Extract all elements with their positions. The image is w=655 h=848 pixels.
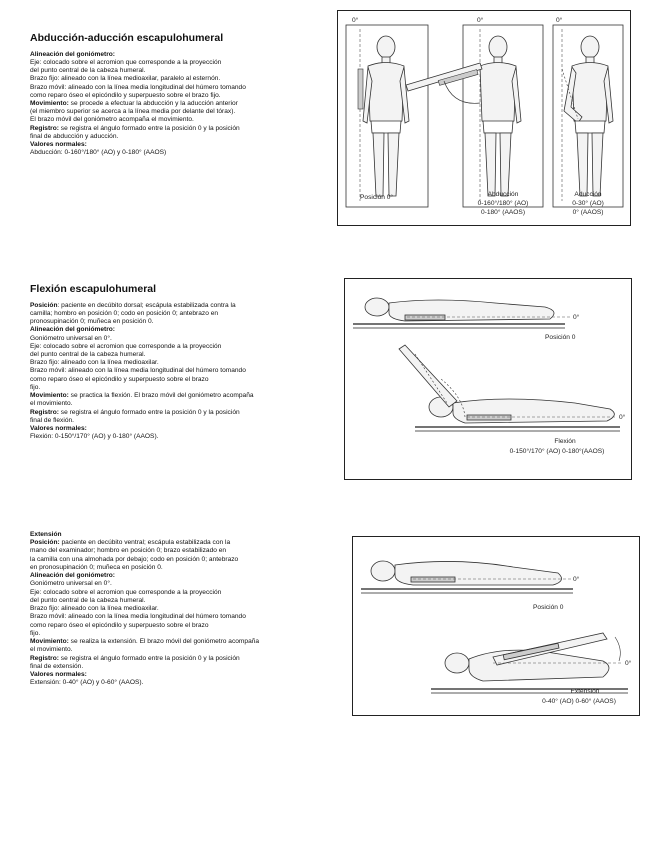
text-line <box>30 409 330 417</box>
text-line-label: Movimiento: <box>30 638 69 646</box>
text-line <box>30 556 330 564</box>
prone-figure-icon <box>361 561 573 593</box>
text-line-content: Goniómetro universal en 0°. <box>30 580 112 588</box>
text-line <box>30 564 330 572</box>
text-line-label: Valores normales: <box>30 425 87 433</box>
text-line-content: Brazo móvil: alineado con la línea media longitudinal del húmero tomando <box>30 613 246 621</box>
text-line <box>30 108 330 116</box>
text-line-content: Brazo fijo: alineado con la línea medioaxilar, paralelo al esternón. <box>30 75 221 83</box>
text-line <box>30 133 330 141</box>
caption-position-0: Posición 0 <box>533 604 564 611</box>
zero-label-bottom: 0° <box>619 414 626 421</box>
text-line-content: Brazo móvil: alineado con la línea media longitudinal del húmero tomando <box>30 367 246 375</box>
text-line-content: final de abducción y aducción. <box>30 132 119 140</box>
zero-label-2: 0° <box>477 17 484 24</box>
text-line <box>30 92 330 100</box>
text-line <box>30 384 330 392</box>
text-line <box>30 67 330 75</box>
text-line-content: la camilla con una almohada por debajo; codo en posición 0; antebrazo <box>30 555 239 563</box>
text-line <box>30 335 330 343</box>
text-line <box>30 655 330 663</box>
caption-position-0: Posición 0° <box>360 194 394 201</box>
text-line <box>30 318 330 326</box>
text-line <box>30 116 330 124</box>
text-line-content: fijo. <box>30 383 41 391</box>
text-line-label: Movimiento: <box>30 392 69 400</box>
text-line <box>30 51 330 59</box>
text-line-content: del punto central de la cabeza humeral. <box>30 596 146 604</box>
text-line <box>30 84 330 92</box>
text-line <box>30 613 330 621</box>
text-line <box>30 359 330 367</box>
section-title: Flexión escapulohumeral <box>30 283 157 295</box>
text-line <box>30 679 330 687</box>
text-line <box>30 351 330 359</box>
text-line <box>30 343 330 351</box>
text-line <box>30 125 330 133</box>
caption-flexion: Flexión <box>554 438 576 445</box>
text-line <box>30 100 330 108</box>
text-line-content: Eje: colocado sobre el acromion que corresponde a la proyección <box>30 342 222 350</box>
text-line-label: Valores normales: <box>30 141 87 149</box>
text-line-content: como reparo óseo el epicóndilo y superpuesto sobre el brazo <box>30 375 209 383</box>
text-line-content: se registra el ángulo formado entre la posición 0 y la posición <box>58 408 240 416</box>
text-line <box>30 376 330 384</box>
text-line <box>30 302 330 310</box>
flexion-figure-icon <box>399 345 620 431</box>
text-line <box>30 622 330 630</box>
text-line-label: Posición <box>30 301 58 309</box>
text-line <box>30 663 330 671</box>
text-line-label: Registro: <box>30 124 59 132</box>
text-line-content: final de flexión. <box>30 416 74 424</box>
text-line-content: Brazo fijo: alineado con la línea medioaxilar. <box>30 359 159 367</box>
text-line <box>30 638 330 646</box>
text-line-label: Alineación del goniómetro: <box>30 572 115 580</box>
text-line-label: Alineación del goniómetro: <box>30 326 115 334</box>
caption-flexion-values: 0-150°/170° (AO) 0-180°(AAOS) <box>509 448 605 455</box>
text-line-content: se realiza la extensión. El brazo móvil del goniómetro acompaña <box>68 638 260 646</box>
caption-extension-values: 0-40° (AO) 0-60° (AAOS) <box>542 698 616 705</box>
figure-abduction <box>337 10 631 226</box>
zero-label-bottom: 0° <box>625 660 632 667</box>
text-line-label: Alineación del goniómetro: <box>30 50 115 58</box>
text-line <box>30 539 330 547</box>
zero-label-3: 0° <box>556 17 563 24</box>
caption-abduction: Abducción <box>487 191 519 198</box>
text-line <box>30 605 330 613</box>
figure-flexion <box>344 278 632 480</box>
text-line-content: (el miembro superior se acerca a la línea media por delante del tórax). <box>30 108 236 116</box>
text-line-content: camilla; hombro en posición 0; codo en posición 0; antebrazo en <box>30 309 219 317</box>
caption-adduction: Aducción <box>574 191 602 198</box>
text-line-content: Extensión: 0-40° (AO) y 0-60° (AAOS). <box>30 679 144 687</box>
text-line <box>30 310 330 318</box>
text-line-content: en pronosupinación 0; muñeca en posición 0. <box>30 563 163 571</box>
text-line-content: del punto central de la cabeza humeral. <box>30 351 146 358</box>
section-body <box>30 302 330 442</box>
text-line-content: Abducción: 0-160°/180° (AO) y 0-180° (AAOS) <box>30 149 167 157</box>
section-body <box>30 51 330 158</box>
abduction-figure-icon <box>406 36 521 196</box>
text-line-content: se registra el ángulo formado entre la posición 0 y la posición <box>58 654 240 662</box>
section-extension <box>30 531 330 687</box>
text-line <box>30 75 330 83</box>
zero-label-1: 0° <box>352 17 359 24</box>
text-line <box>30 392 330 400</box>
text-line-content: Goniómetro universal en 0°. <box>30 334 112 342</box>
caption-adduction-aaos: 0° (AAOS) <box>572 209 604 216</box>
text-line-content: el movimiento. <box>30 400 73 408</box>
section-body <box>30 531 330 539</box>
text-line-label: Posición: <box>30 539 60 547</box>
supine-figure-icon <box>353 298 565 328</box>
section-title: Abducción-aducción escapulohumeral <box>30 32 224 44</box>
text-line-content: se procede a efectuar la abducción y la aducción anterior <box>68 100 238 107</box>
caption-adduction-ao: 0-30° (AO) <box>572 200 604 207</box>
text-line-content: como reparo óseo el epicóndilo y superpuesto sobre el brazo <box>30 621 209 629</box>
text-line <box>30 597 330 605</box>
text-line-content: se registra el ángulo formado entre la posición 0 y la posición <box>58 124 240 132</box>
text-line <box>30 646 330 654</box>
text-line-content: se practica la flexión. El brazo móvil del goniómetro acompaña <box>68 392 254 400</box>
section-title: Extensión <box>30 531 62 538</box>
text-line <box>30 671 330 679</box>
text-line <box>30 59 330 67</box>
text-line-content: Eje: colocado sobre el acromion que corresponde a la proyección <box>30 58 222 66</box>
text-line-content: final de extensión. <box>30 662 84 670</box>
text-line <box>30 417 330 425</box>
text-line-content: fijo. <box>30 629 41 637</box>
zero-label-top: 0° <box>573 576 580 583</box>
text-line-content: Brazo móvil: alineado con la línea media longitudinal del húmero tomando <box>30 83 246 91</box>
text-line-content: pronosupinación 0; muñeca en posición 0. <box>30 318 154 326</box>
text-line-label: Valores normales: <box>30 670 87 678</box>
text-line-label: Movimiento: <box>30 100 69 107</box>
text-line <box>30 400 330 408</box>
text-line <box>30 630 330 638</box>
section-body-lines <box>30 539 330 687</box>
text-line <box>30 433 330 441</box>
text-line <box>30 367 330 375</box>
text-line-content: el movimiento. <box>30 646 73 654</box>
text-line-content: mano del examinador; hombro en posición 0; brazo estabilizado en <box>30 547 227 555</box>
text-line-content: Eje: colocado sobre el acromion que corresponde a la proyección <box>30 588 222 596</box>
text-line-content: paciente en decúbito ventral; escápula estabilizada con la <box>59 539 231 547</box>
text-line-label: Registro: <box>30 408 59 416</box>
caption-abduction-ao: 0-160°/180° (AO) <box>477 200 529 207</box>
caption-extension: Extensión <box>570 688 600 695</box>
figure-extension <box>352 536 640 716</box>
text-line-label: Registro: <box>30 654 59 662</box>
caption-abduction-aaos: 0-180° (AAOS) <box>480 209 526 216</box>
section-flexion <box>30 283 330 442</box>
text-line-content: Flexión: 0-150°/170° (AO) y 0-180° (AAOS). <box>30 433 159 441</box>
text-line-content: del punto central de la cabeza humeral. <box>30 67 146 75</box>
text-line <box>30 589 330 597</box>
zero-label-top: 0° <box>573 314 580 321</box>
text-line <box>30 326 330 334</box>
text-line <box>30 580 330 588</box>
text-line <box>30 547 330 555</box>
text-line-content: Brazo fijo: alineado con la línea medioaxilar. <box>30 605 159 613</box>
caption-position-0: Posición 0 <box>545 334 576 341</box>
text-line-content: como reparo óseo el epicóndilo y superpuesto sobre el brazo fijo. <box>30 91 221 99</box>
standing-figure-icon <box>363 36 409 196</box>
section-abduction <box>30 32 330 158</box>
adduction-figure-icon <box>564 36 613 196</box>
text-line-content: : paciente en decúbito dorsal; escápula estabilizada contra la <box>57 301 236 309</box>
text-line <box>30 149 330 157</box>
text-line-content: El brazo móvil del goniómetro acompaña el movimiento. <box>30 116 194 124</box>
